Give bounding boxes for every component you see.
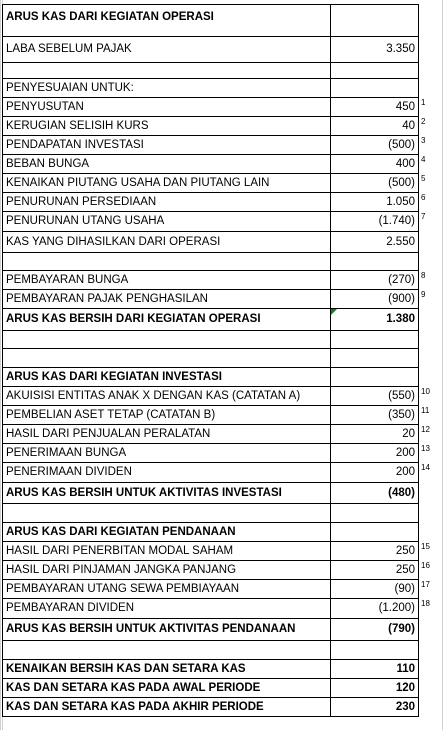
- table-row: [0, 289, 444, 308]
- row-value[interactable]: 400: [330, 154, 419, 173]
- footnote-number: 11: [421, 406, 430, 415]
- row-value[interactable]: 1.380: [330, 308, 419, 330]
- table-row: [0, 541, 444, 560]
- table-row: [0, 424, 444, 443]
- row-label[interactable]: ARUS KAS DARI KEGIATAN OPERASI: [2, 4, 330, 36]
- table-row: [0, 659, 444, 678]
- footnote-number: 14: [421, 463, 430, 472]
- footnote-number: 13: [421, 444, 430, 453]
- row-value[interactable]: 3.350: [330, 36, 419, 62]
- table-row: [0, 36, 444, 62]
- row-value[interactable]: 2.550: [330, 231, 419, 252]
- footnote-number: 9: [421, 290, 426, 299]
- table-row: [0, 579, 444, 598]
- row-label[interactable]: AKUISISI ENTITAS ANAK X DENGAN KAS (CATATAN A): [2, 386, 330, 405]
- row-label[interactable]: PENYUSUTAN: [2, 97, 330, 116]
- row-value[interactable]: (1.200): [330, 598, 419, 618]
- row-value[interactable]: (500): [330, 135, 419, 154]
- table-row: [0, 192, 444, 211]
- footnote-number: 12: [421, 425, 430, 434]
- row-label[interactable]: KENAIKAN BERSIH KAS DAN SETARA KAS: [2, 659, 330, 678]
- table-row: [0, 308, 444, 330]
- table-row: [0, 503, 444, 522]
- row-label[interactable]: ARUS KAS BERSIH UNTUK AKTIVITAS INVESTASI: [2, 482, 330, 503]
- row-label[interactable]: PENERIMAAN BUNGA: [2, 443, 330, 462]
- row-label[interactable]: PEMBAYARAN PAJAK PENGHASILAN: [2, 289, 330, 308]
- row-label[interactable]: HASIL DARI PENJUALAN PERALATAN: [2, 424, 330, 443]
- row-label[interactable]: LABA SEBELUM PAJAK: [2, 36, 330, 62]
- row-label[interactable]: PEMBAYARAN UTANG SEWA PEMBIAYAAN: [2, 579, 330, 598]
- table-row: [0, 135, 444, 154]
- table-row: [0, 367, 444, 386]
- table-row: [0, 154, 444, 173]
- row-value[interactable]: (270): [330, 270, 419, 289]
- row-value[interactable]: 20: [330, 424, 419, 443]
- row-value[interactable]: (350): [330, 405, 419, 424]
- row-value[interactable]: [330, 522, 419, 541]
- table-row: [0, 78, 444, 97]
- table-row: [0, 4, 444, 36]
- table-row: [0, 386, 444, 405]
- row-value[interactable]: 250: [330, 560, 419, 579]
- row-value[interactable]: [330, 78, 419, 97]
- table-row: [0, 173, 444, 192]
- footnote-number: 17: [421, 580, 430, 589]
- row-label[interactable]: [2, 348, 330, 367]
- footnote-number: 6: [421, 193, 426, 202]
- row-label[interactable]: PEMBELIAN ASET TETAP (CATATAN B): [2, 405, 330, 424]
- row-value[interactable]: 250: [330, 541, 419, 560]
- footnote-number: 8: [421, 271, 426, 280]
- row-value[interactable]: (500): [330, 173, 419, 192]
- table-row: [0, 640, 444, 659]
- table-row: [0, 62, 444, 78]
- row-value[interactable]: (480): [330, 482, 419, 503]
- row-label[interactable]: [2, 62, 330, 78]
- table-row: [0, 97, 444, 116]
- row-label[interactable]: KAS DAN SETARA KAS PADA AKHIR PERIODE: [2, 697, 330, 716]
- row-value[interactable]: [330, 348, 419, 367]
- row-label[interactable]: PENURUNAN UTANG USAHA: [2, 211, 330, 231]
- row-label[interactable]: PENYESUAIAN UNTUK:: [2, 78, 330, 97]
- row-label[interactable]: PENERIMAAN DIVIDEN: [2, 462, 330, 482]
- row-label[interactable]: KENAIKAN PIUTANG USAHA DAN PIUTANG LAIN: [2, 173, 330, 192]
- row-value[interactable]: [330, 330, 419, 348]
- row-value[interactable]: (90): [330, 579, 419, 598]
- row-value[interactable]: [330, 62, 419, 78]
- table-row: [0, 522, 444, 541]
- row-label[interactable]: KERUGIAN SELISIH KURS: [2, 116, 330, 135]
- row-label[interactable]: ARUS KAS DARI KEGIATAN INVESTASI: [2, 367, 330, 386]
- row-label[interactable]: ARUS KAS BERSIH DARI KEGIATAN OPERASI: [2, 308, 330, 330]
- row-label[interactable]: BEBAN BUNGA: [2, 154, 330, 173]
- table-row: [0, 270, 444, 289]
- table-row: [0, 252, 444, 270]
- table-row: [0, 678, 444, 697]
- row-value[interactable]: (900): [330, 289, 419, 308]
- row-value[interactable]: 200: [330, 462, 419, 482]
- row-value[interactable]: 200: [330, 443, 419, 462]
- row-label[interactable]: HASIL DARI PENERBITAN MODAL SAHAM: [2, 541, 330, 560]
- footnote-number: 15: [421, 542, 430, 551]
- row-value[interactable]: 230: [330, 697, 419, 716]
- table-row: [0, 618, 444, 640]
- row-value[interactable]: 450: [330, 97, 419, 116]
- table-row: [0, 598, 444, 618]
- row-label[interactable]: [2, 503, 330, 522]
- table-row: [0, 348, 444, 367]
- row-label[interactable]: [2, 330, 330, 348]
- row-value[interactable]: [330, 252, 419, 270]
- row-value[interactable]: 1.050: [330, 192, 419, 211]
- footnote-number: 16: [421, 561, 430, 570]
- table-row: [0, 231, 444, 252]
- cell-marker-icon: [331, 309, 337, 315]
- footnote-number: 5: [421, 174, 426, 183]
- row-value[interactable]: 110: [330, 659, 419, 678]
- row-label[interactable]: [2, 252, 330, 270]
- footnote-number: 4: [421, 155, 426, 164]
- footnote-number: 18: [421, 599, 430, 608]
- row-label[interactable]: PENURUNAN PERSEDIAAN: [2, 192, 330, 211]
- row-value[interactable]: (790): [330, 618, 419, 640]
- row-label[interactable]: ARUS KAS BERSIH UNTUK AKTIVITAS PENDANAAN: [2, 618, 330, 640]
- row-value[interactable]: 120: [330, 678, 419, 697]
- row-label[interactable]: KAS YANG DIHASILKAN DARI OPERASI: [2, 231, 330, 252]
- row-label[interactable]: [2, 640, 330, 659]
- table-row: [0, 211, 444, 231]
- table-row: [0, 116, 444, 135]
- footnote-number: 1: [421, 98, 426, 107]
- row-label[interactable]: KAS DAN SETARA KAS PADA AWAL PERIODE: [2, 678, 330, 697]
- row-label[interactable]: PENDAPATAN INVESTASI: [2, 135, 330, 154]
- row-value[interactable]: (1.740): [330, 211, 419, 231]
- table-bottom-border: [2, 716, 419, 717]
- footnote-number: 2: [421, 117, 426, 126]
- table-row: [0, 462, 444, 482]
- row-value[interactable]: [330, 640, 419, 659]
- row-value[interactable]: [330, 503, 419, 522]
- table-row: [0, 482, 444, 503]
- table-row: [0, 330, 444, 348]
- table-row: [0, 560, 444, 579]
- row-value[interactable]: (550): [330, 386, 419, 405]
- row-label[interactable]: PEMBAYARAN DIVIDEN: [2, 598, 330, 618]
- table-row: [0, 405, 444, 424]
- row-label[interactable]: PEMBAYARAN BUNGA: [2, 270, 330, 289]
- row-value[interactable]: [330, 367, 419, 386]
- footnote-number: 10: [421, 387, 430, 396]
- row-label[interactable]: HASIL DARI PINJAMAN JANGKA PANJANG: [2, 560, 330, 579]
- footnote-number: 3: [421, 136, 426, 145]
- row-value[interactable]: 40: [330, 116, 419, 135]
- table-row: [0, 697, 444, 716]
- row-value[interactable]: [330, 4, 419, 36]
- footnote-number: 7: [421, 212, 426, 221]
- row-label[interactable]: ARUS KAS DARI KEGIATAN PENDANAAN: [2, 522, 330, 541]
- table-row: [0, 443, 444, 462]
